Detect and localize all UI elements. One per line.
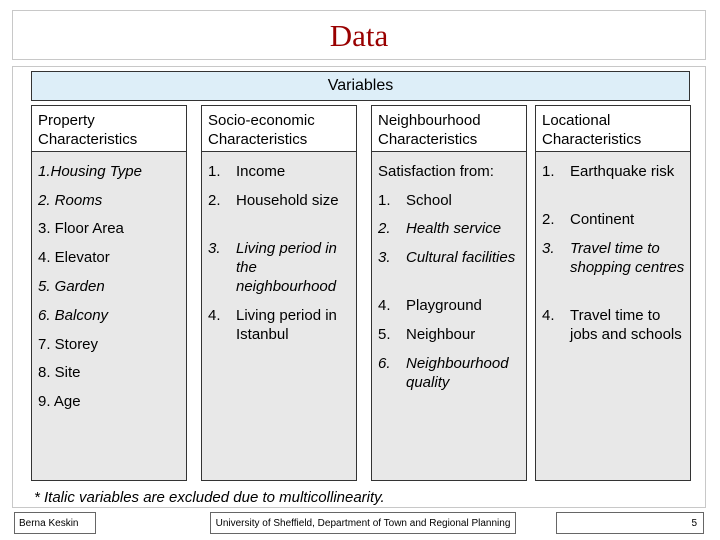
list-item	[542, 162, 686, 181]
item-number: 3.	[208, 240, 221, 257]
item-text: Earthquake risk	[570, 163, 675, 180]
page-number: 5	[691, 517, 697, 529]
column-body	[535, 151, 691, 481]
column-heading: Neighbourhood Characteristics	[371, 105, 527, 151]
footer-institution-text: University of Sheffield, Department of Town and Regional Planning	[215, 517, 511, 529]
item-text: Neighbourhood quality	[406, 355, 509, 391]
list-item	[208, 306, 352, 344]
list-item	[208, 239, 352, 296]
item-text: Income	[236, 163, 286, 180]
footer-author-text: Berna Keskin	[19, 517, 79, 529]
list-item	[542, 306, 686, 344]
list-item	[378, 296, 522, 315]
item-text: Playground	[406, 297, 482, 314]
column-socio-economic	[201, 105, 357, 481]
column-property	[31, 105, 187, 481]
item-text: Neighbour	[406, 326, 476, 343]
item-number: 2.	[378, 220, 391, 237]
list-item: 4. Elevator	[38, 249, 110, 266]
item-number: 2.	[208, 192, 221, 209]
variables-header	[31, 71, 690, 101]
item-number: 4.	[208, 307, 221, 324]
list-item: 5. Garden	[38, 278, 105, 295]
item-text: Living period in the neighbourhood	[236, 240, 337, 295]
item-number: 4.	[378, 297, 391, 314]
item-text: Household size	[236, 192, 339, 209]
column-heading: Socio-economic Characteristics	[201, 105, 357, 151]
item-number: 5.	[378, 326, 391, 343]
list-item	[378, 325, 522, 344]
column-body	[371, 151, 527, 481]
list-item: 2. Rooms	[38, 192, 103, 209]
item-text: Living period in Istanbul	[236, 307, 337, 343]
item-number: 6.	[378, 355, 391, 372]
list-item	[542, 239, 686, 277]
item-number: 3.	[542, 240, 555, 257]
title-box	[12, 10, 706, 60]
list-item	[208, 162, 352, 181]
item-text: Continent	[570, 211, 635, 228]
list-item: 8. Site	[38, 364, 81, 381]
item-number: 3.	[378, 249, 391, 266]
item-number: 1.	[542, 163, 555, 180]
item-text: School	[406, 192, 452, 209]
list-item	[378, 354, 522, 392]
column-intro: Satisfaction from:	[378, 163, 494, 180]
item-text: Travel time to jobs and schools	[570, 307, 682, 343]
item-text: Travel time to shopping centres	[570, 240, 685, 276]
item-text: Health service	[406, 220, 502, 237]
column-neighbourhood	[371, 105, 527, 481]
list-item	[378, 191, 522, 210]
variables-header-label: Variables	[327, 77, 394, 94]
footer-author	[14, 512, 96, 534]
slide-title: Data	[329, 18, 389, 53]
item-number: 1.	[208, 163, 221, 180]
list-item: 6. Balcony	[38, 307, 109, 324]
item-number: 4.	[542, 307, 555, 324]
column-locational	[535, 105, 691, 481]
list-item	[378, 248, 522, 267]
column-heading: Locational Characteristics	[535, 105, 691, 151]
column-body	[201, 151, 357, 481]
item-number: 1.	[378, 192, 391, 209]
column-heading: Property Characteristics	[31, 105, 187, 151]
list-item	[208, 191, 352, 210]
footer-page-number	[556, 512, 704, 534]
item-number: 2.	[542, 211, 555, 228]
list-item: 3. Floor Area	[38, 220, 124, 237]
list-item: 1.Housing Type	[38, 163, 142, 180]
footer-institution	[210, 512, 516, 534]
footnote: * Italic variables are excluded due to multicollinearity.	[34, 489, 385, 506]
list-item: 7. Storey	[38, 336, 99, 353]
column-body	[31, 151, 187, 481]
list-item: 9. Age	[38, 393, 81, 410]
item-text: Cultural facilities	[406, 249, 516, 266]
list-item	[542, 210, 686, 229]
list-item	[378, 219, 522, 238]
